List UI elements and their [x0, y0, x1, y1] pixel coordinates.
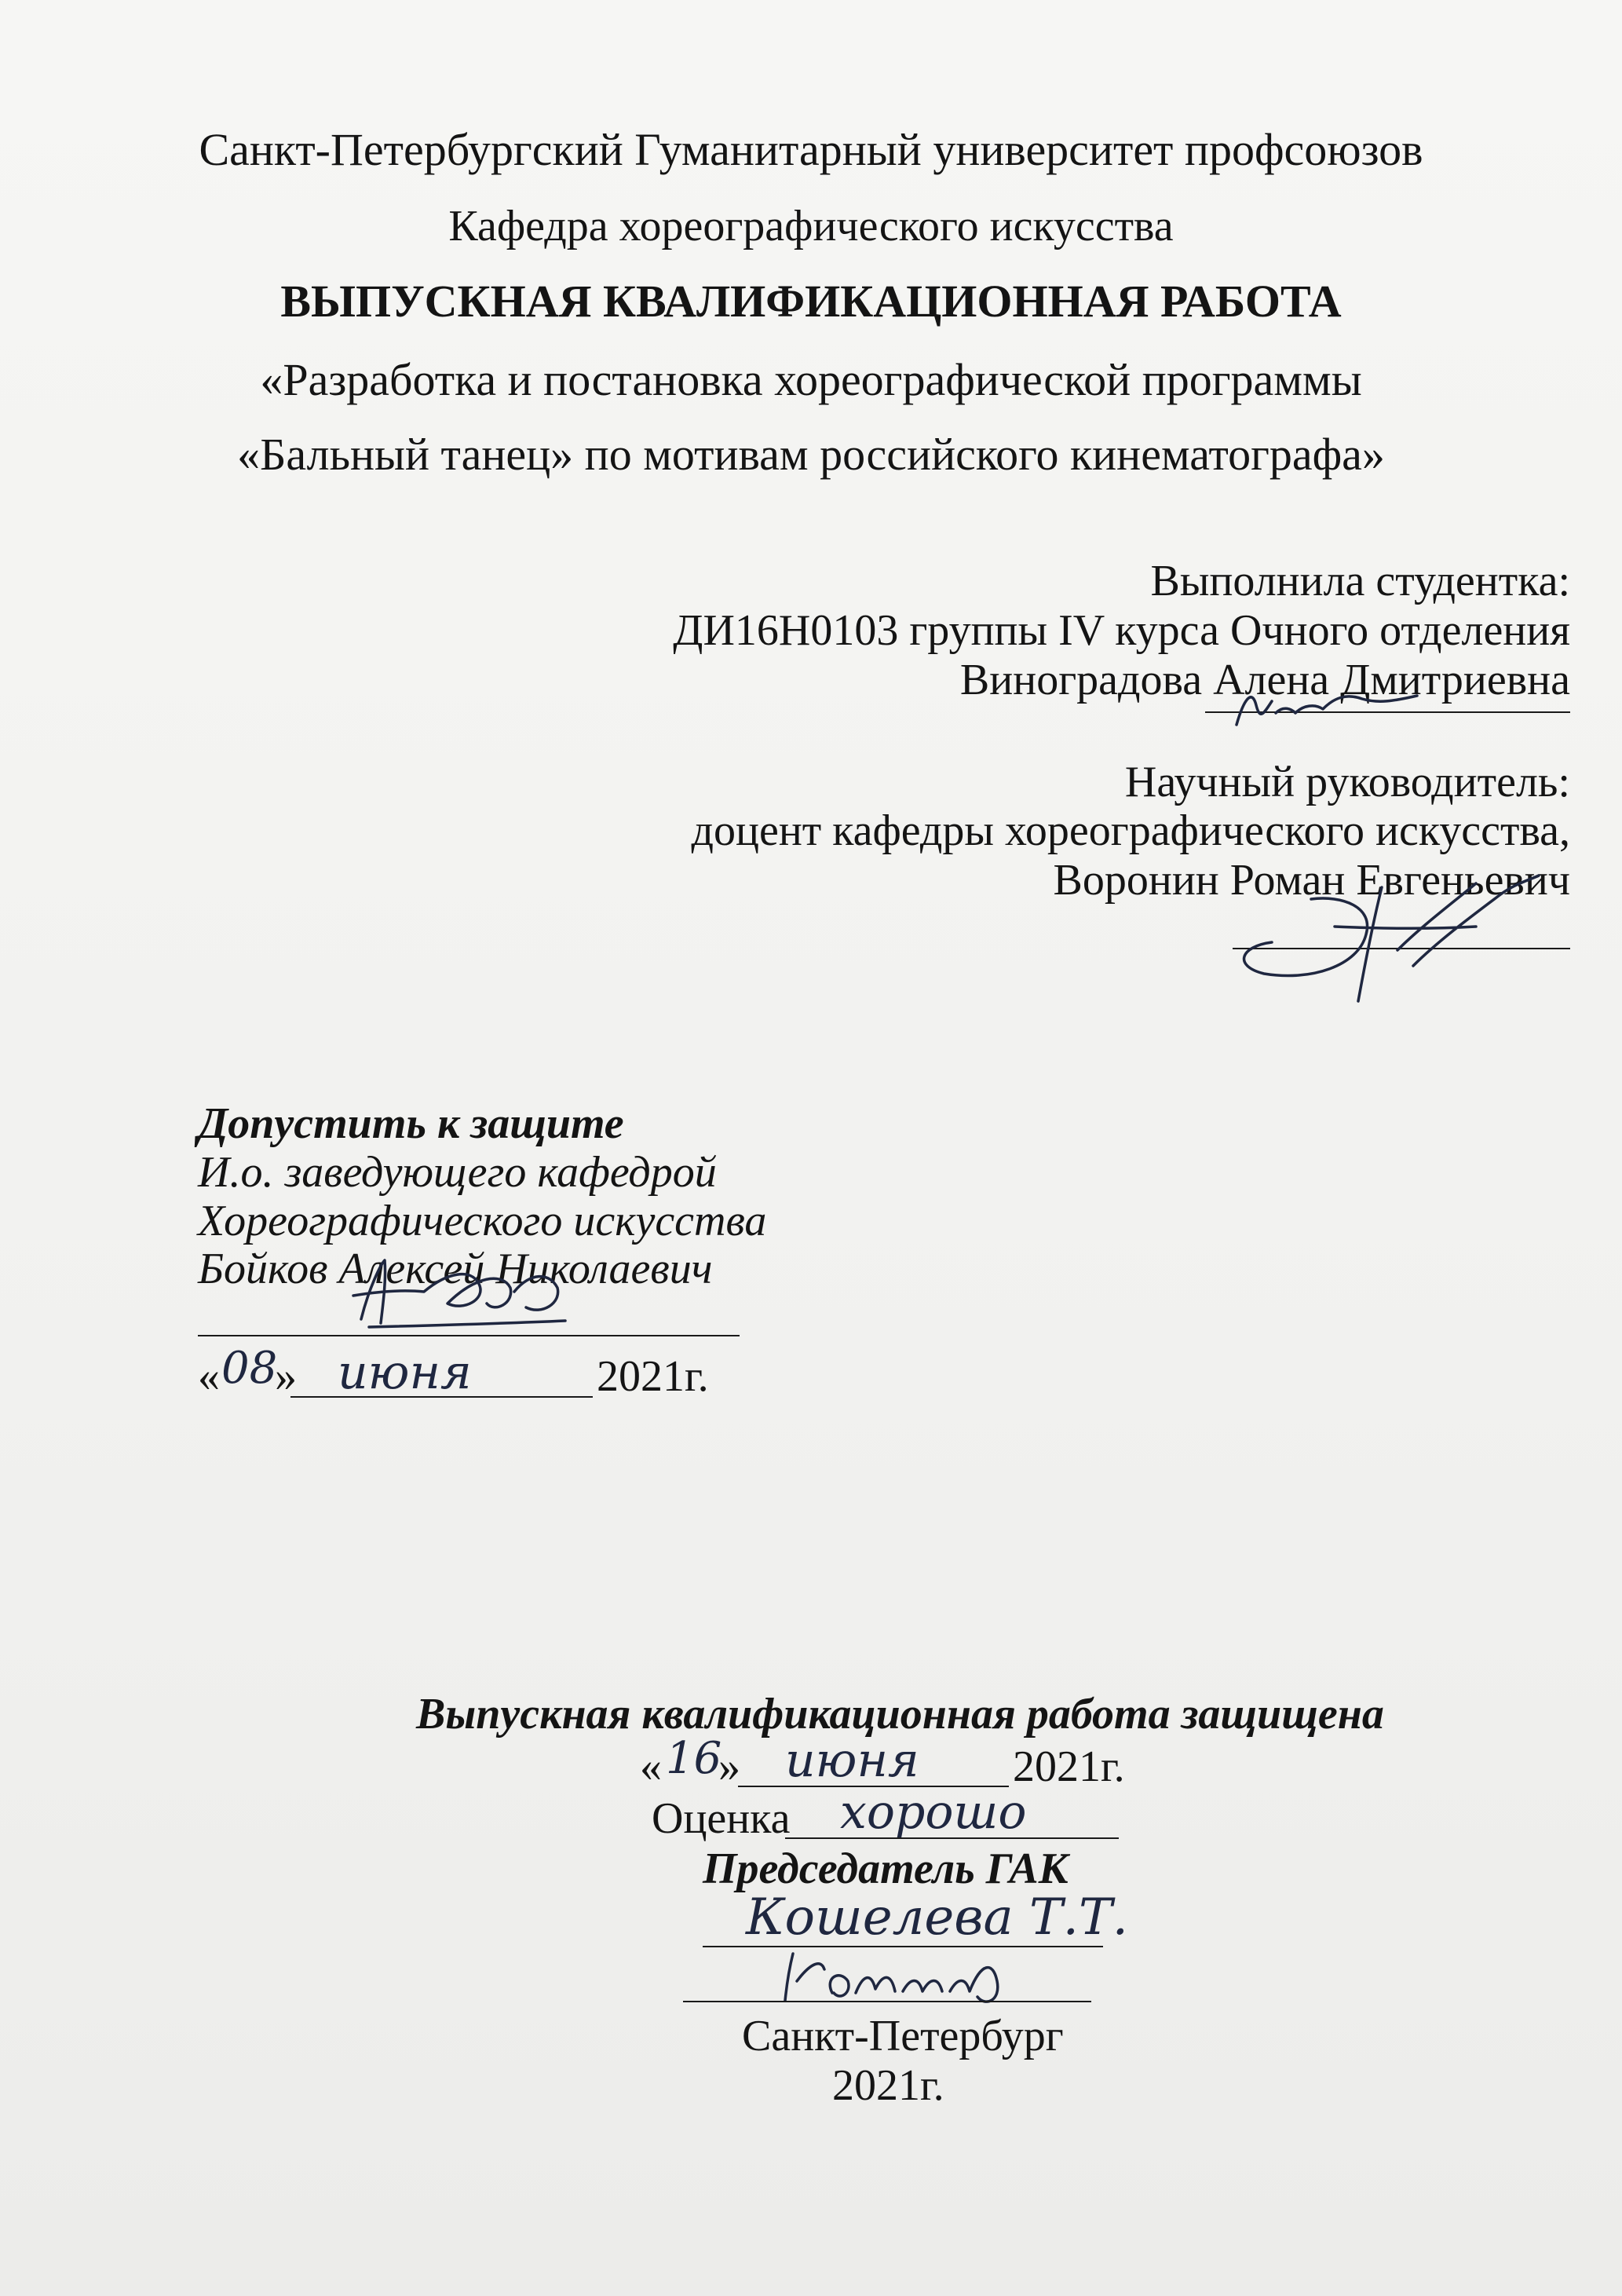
admission-head-name: Бойков Алексей Николаевич: [198, 1245, 713, 1293]
defense-date-day: 16: [666, 1733, 722, 1784]
defense-date-year: 2021г.: [1013, 1742, 1125, 1791]
chair-signature: Кошелева Т.Т.: [746, 1888, 1128, 1947]
admission-date-day: 08: [221, 1343, 278, 1394]
admission-date-open: «: [198, 1352, 220, 1401]
defense-date-month: июня: [785, 1733, 919, 1788]
thesis-title-line-2: «Бальный танец» по мотивам российского кинематографа»: [237, 429, 1385, 480]
grade-value: хорошо: [840, 1785, 1027, 1840]
supervisor-name: Воронин Роман Евгеньевич: [1053, 856, 1570, 905]
document-type: ВЫПУСКНАЯ КВАЛИФИКАЦИОННАЯ РАБОТА: [280, 276, 1342, 327]
admission-date-close: »: [275, 1352, 297, 1401]
head-signature: [338, 1249, 573, 1335]
member-signature-line: [683, 2001, 1091, 2002]
author-group: ДИ16Н0103 группы IV курса Очного отделения: [673, 606, 1570, 655]
author-label: Выполнила студентка:: [1150, 557, 1570, 605]
admission-heading: Допустить к защите: [198, 1099, 624, 1148]
admission-date-year: 2021г.: [597, 1352, 709, 1401]
supervisor-position: доцент кафедры хореографического искусства,: [691, 806, 1570, 855]
admission-signature-line: [198, 1335, 740, 1336]
city: Санкт-Петербург: [742, 2012, 1064, 2060]
grade-label: Оценка: [652, 1794, 791, 1843]
admission-position-line-2: Хореографического искусства: [198, 1197, 767, 1245]
defense-date-close: »: [718, 1742, 740, 1791]
grade-underline: [785, 1837, 1119, 1839]
year: 2021г.: [832, 2061, 944, 2110]
supervisor-signature: [1217, 872, 1547, 1013]
admission-date-month: июня: [338, 1345, 472, 1400]
university-name: Санкт-Петербургский Гуманитарный университет профсоюзов: [199, 124, 1423, 175]
author-signature: [1229, 682, 1433, 737]
department-name: Кафедра хореографического искусства: [448, 202, 1174, 250]
admission-month-underline: [290, 1396, 593, 1398]
chair-label: Председатель ГАК: [703, 1844, 1069, 1893]
admission-position-line-1: И.о. заведующего кафедрой: [198, 1148, 717, 1197]
supervisor-label: Научный руководитель:: [1124, 758, 1570, 806]
defense-heading: Выпускная квалификационная работа защищена: [416, 1690, 1384, 1738]
thesis-title-line-1: «Разработка и постановка хореографической программы: [260, 354, 1362, 405]
author-name: Виноградова Алена Дмитриевна: [959, 656, 1570, 704]
member-signature: [777, 1946, 1068, 2009]
defense-date-open: «: [640, 1742, 662, 1791]
